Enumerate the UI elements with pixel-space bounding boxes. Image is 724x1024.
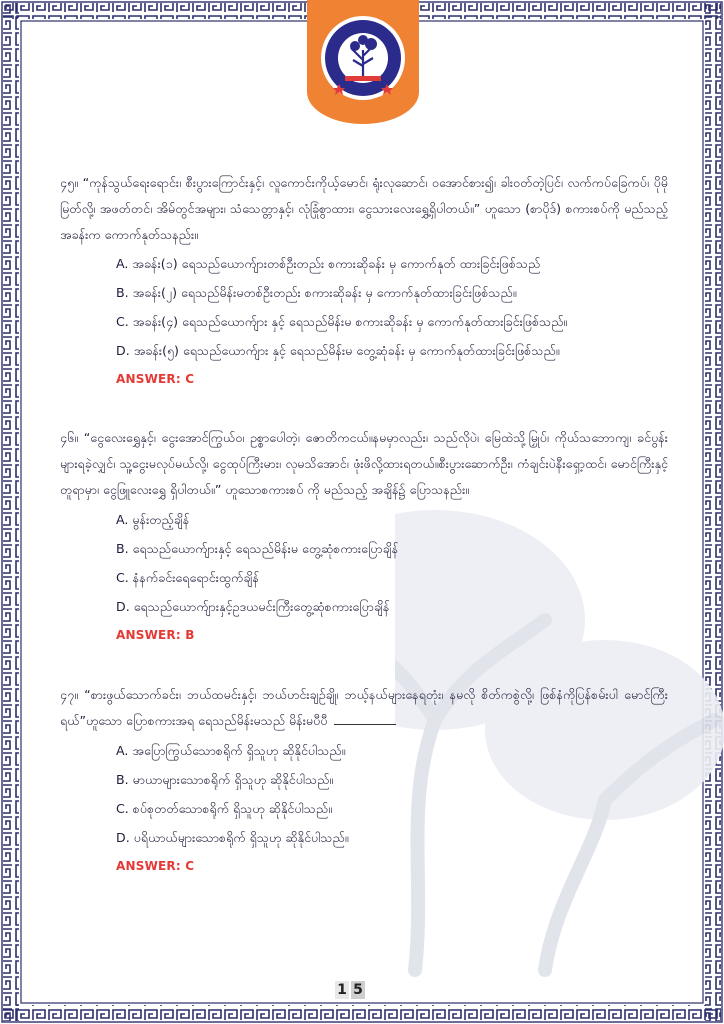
answer-label: ANSWER: B [116, 628, 195, 642]
question-45 [60, 170, 668, 394]
option-a: A. မွန်းတည့်ချိန် [116, 512, 190, 527]
option-d: D. ရေသည်ယောက်ျားနှင့်ဥဒယမင်းကြီးတွေ့ဆုံစကားပြောချိန် [116, 599, 390, 614]
option-a: A. အခန်း(၁) ရေသည်ယောက်ျားတစ်ဦးတည်း စကားဆိုခန်း မှ ကောက်နုတ် ထားခြင်းဖြစ်သည် [116, 256, 541, 271]
option-c: C. နံနက်ခင်းရေရောင်းထွက်ချိန် [116, 570, 260, 585]
answer-blank [334, 714, 396, 725]
page-digit-first: 1 [335, 981, 349, 999]
question-47 [60, 682, 668, 881]
question-46 [60, 425, 668, 650]
option-d: D. ပရိယာယ်များသောစရိုက် ရှိသူဟု ဆိုနိုင်ပါသည်။ [116, 830, 349, 845]
page-number [335, 981, 365, 1001]
options-list [60, 736, 668, 852]
options-list [60, 505, 668, 621]
page-digit-second: 5 [351, 981, 365, 999]
question-stem [60, 682, 668, 734]
option-b: B. မာယာများသောစရိုက် ရှိသူဟု ဆိုနိုင်ပါသည်။ [116, 772, 334, 787]
option-b: B. ရေသည်ယောက်ျားနှင့် ရေသည်မိန်းမ တွေ့ဆုံစကားပြောချိန် [116, 541, 399, 556]
option-b: B. အခန်း(၂) ရေသည်မိန်းမတစ်ဦးတည်း စကားဆိုခန်း မှ ကောက်နုတ်ထားခြင်းဖြစ်သည်။ [116, 285, 517, 300]
option-a: A. အပြောကြွယ်သောစရိုက် ရှိသူဟု ဆိုနိုင်ပါသည်။ [116, 743, 346, 758]
answer-label: ANSWER: C [116, 859, 195, 873]
question-stem-text: ၄၇။ “စားဖွယ်သောက်ခင်း၊ ဘယ်ထမင်းနှင့်၊ ဘယ်ဟင်းချဉ်ချို၊ ဘယ့်နယ်များနေရတုံး၊ နမလို စိတ်ကစွဲလို့၊ ဖြစ်နံကိုပြန်စမ်းပါ မောင်ကြီးရယ်”ဟူသော ပြောစကားအရ ရေသည်မိန်းမသည် မိန်းမပီပီ [60, 687, 668, 728]
option-d: D. အခန်း(၅) ရေသည်ယောက်ျား နှင့် ရေသည်မိန်းမ တွေ့ဆုံခန်း မှ ကောက်နုတ်ထားခြင်းဖြစ်သည်။ [116, 343, 560, 358]
question-stem: ၄၅။ “ကုန်သွယ်ရေးရောင်း၊ စီးပွားကြောင်းနှင့်၊ လူကောင်းကိုယ့်မောင်၊ ရုံးလုဆောင်၊ ဝအောင်စား၍၊ ခါးဝတ်တဲ့ပြင်၊ လက်ကပ်ခြေကပ်၊ ပိုမိုမြတ်လို့၊ အဖတ်တင်၊ အိမ်တွင်အများ၊ သံသေတ္တာနှင့်၊ လုံခြုံစွာထား၊ ငွေသားလေးရွှေ့ရှိပါတယ်။” ဟူသော (စာပိုဒ်) စကားစပ်ကို မည်သည့်အခန်းက ကောက်နုတ်သနည်း။ [60, 175, 668, 242]
answer-label: ANSWER: C [116, 372, 195, 386]
option-c: C. အခန်း(၄) ရေသည်ယောက်ျား နှင့် ရေသည်မိန်းမ စကားဆိုခန်း မှ ကောက်နုတ်ထားခြင်းဖြစ်သည်။ [116, 314, 568, 329]
options-list [60, 249, 668, 365]
party-logo [307, 0, 419, 124]
option-c: C. စပ်စုတတ်သောစရိုက် ရှိသူဟု ဆိုနိုင်ပါသည်။ [116, 801, 332, 816]
question-stem: ၄၆။ “ငွေလေးရွှေနှင့်၊ ငွေးအောင်ကြွယ်ဝ၊ ဥစ္စာပေါတဲ့၊ ဇောတိကငယ်။နမမှာလည်း၊ သည်လိုပဲ၊ မြေထဲသို့မြှုပ်၊ ကိုယ်သဘောကျ၊ ခင်ပွန်းများရခဲ့လျှင်၊ သူ့ငွေးမလုပ်မယ်လို့၊ ငွေထုပ်ကြီးမား၊ လုမသိအောင်၊ ဖုံးဖိလို့ထားရတယ်။စီးပွားဆောက်ဦး၊ ကံချင်းပဲနီးရှော့ထင်၊ မောင်ကြီးနှင့်တူရာမှာ၊ ငွေဖြူလေးရွှေ ရှိပါတယ်။” ဟူသောစကားစပ် ကို မည်သည့် အချိန်၌ ပြောသနည်း။ [60, 430, 668, 497]
